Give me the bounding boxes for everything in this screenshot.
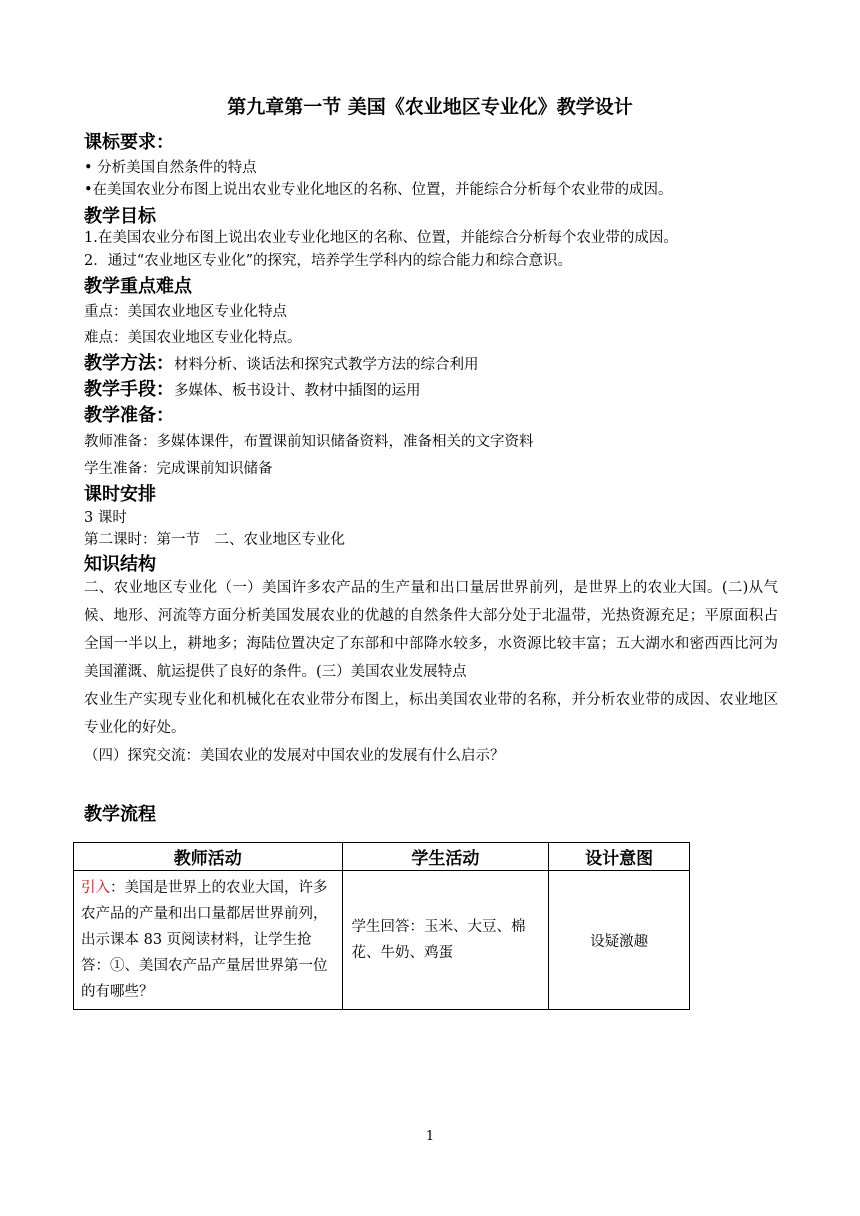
page-number: 1 bbox=[425, 1129, 435, 1144]
shouduan-text: 多媒体、板书设计、教材中插图的运用 bbox=[174, 383, 421, 399]
student-activity-cell: 学生回答：玉米、大豆、棉花、牛奶、鸡蛋 bbox=[342, 871, 549, 1010]
heading-zhongdian: 教学重点难点 bbox=[84, 276, 192, 297]
jiegou-para-1: 二、农业地区专业化（一）美国许多农产品的生产量和出口量居世界前列，是世界上的农业大国。(二)从气候、地形、河流等方面分析美国发展农业的优越的自然条件大部分处于北温带，光热资源充足；平原面积占全国一半以上，耕地多；海陆位置决定了东部和中部降水较多，水资源比较丰富；五大湖水和密西西比河为美国灌溉、航运提供了良好的条件。(三）美国农业发展特点 bbox=[84, 580, 778, 680]
teaching-flow-table bbox=[73, 842, 690, 1010]
zhunbei-item-2: 学生准备：完成课前知识储备 bbox=[84, 461, 273, 477]
kebiao-item-1: • 分析美国自然条件的特点 bbox=[84, 160, 257, 176]
teacher-activity-text: ：美国是世界上的农业大国，许多农产品的产量和出口量都居世界前列，出示课本 83 页阅读材料，让学生抢答：①、美国农产品产量居世界第一位的有哪些？ bbox=[81, 880, 328, 1000]
table-header-row bbox=[74, 843, 690, 871]
kebiao-item-2: •在美国农业分布图上说出农业专业化地区的名称、位置，并能综合分析每个农业带的成因。 bbox=[84, 182, 673, 198]
jiegou-para-3: （四）探究交流：美国农业的发展对中国农业的发展有什么启示？ bbox=[84, 748, 505, 764]
jiegou-paragraph bbox=[84, 574, 778, 770]
table-header-teacher: 教师活动 bbox=[74, 843, 343, 871]
zhongdian-item-1: 重点：美国农业地区专业化特点 bbox=[84, 304, 287, 320]
mubiao-item-2: 2．通过“农业地区专业化”的探究，培养学生学科内的综合能力和综合意识。 bbox=[84, 253, 573, 269]
zhunbei-item-1: 教师准备：多媒体课件，布置课前知识储备资料，准备相关的文字资料 bbox=[84, 434, 534, 450]
table-row bbox=[74, 871, 690, 1010]
heading-keshi: 课时安排 bbox=[84, 484, 156, 505]
keshi-item-1: 3 课时 bbox=[84, 510, 127, 526]
keshi-item-2: 第二课时：第一节 二、农业地区专业化 bbox=[84, 532, 345, 548]
teacher-activity-cell bbox=[74, 871, 343, 1010]
document-title: 第九章第一节 美国《农业地区专业化》教学设计 bbox=[227, 96, 633, 118]
design-intent-cell: 设疑激趣 bbox=[549, 871, 690, 1010]
shouduan-label: 教学手段： bbox=[84, 379, 174, 400]
heading-mubiao: 教学目标 bbox=[84, 206, 156, 227]
mubiao-item-1: 1.在美国农业分布图上说出农业专业化地区的名称、位置，并能综合分析每个农业带的成因。 bbox=[84, 230, 678, 246]
fangfa-line bbox=[84, 349, 479, 375]
fangfa-text: 材料分析、谈话法和探究式教学方法的综合利用 bbox=[174, 357, 479, 373]
heading-zhunbei: 教学准备： bbox=[84, 405, 174, 426]
jiegou-para-2: 农业生产实现专业化和机械化在农业带分布图上，标出美国农业带的名称，并分析农业带的成因、农业地区专业化的好处。 bbox=[84, 692, 778, 736]
table-header-intent: 设计意图 bbox=[549, 843, 690, 871]
shouduan-line bbox=[84, 375, 421, 401]
heading-liucheng: 教学流程 bbox=[84, 804, 156, 825]
fangfa-label: 教学方法： bbox=[84, 353, 174, 374]
heading-jiegou: 知识结构 bbox=[84, 554, 156, 575]
heading-kebiao: 课标要求： bbox=[84, 132, 174, 153]
table-header-student: 学生活动 bbox=[342, 843, 549, 871]
zhongdian-item-2: 难点：美国农业地区专业化特点。 bbox=[84, 330, 302, 346]
intro-label: 引入 bbox=[81, 880, 110, 896]
